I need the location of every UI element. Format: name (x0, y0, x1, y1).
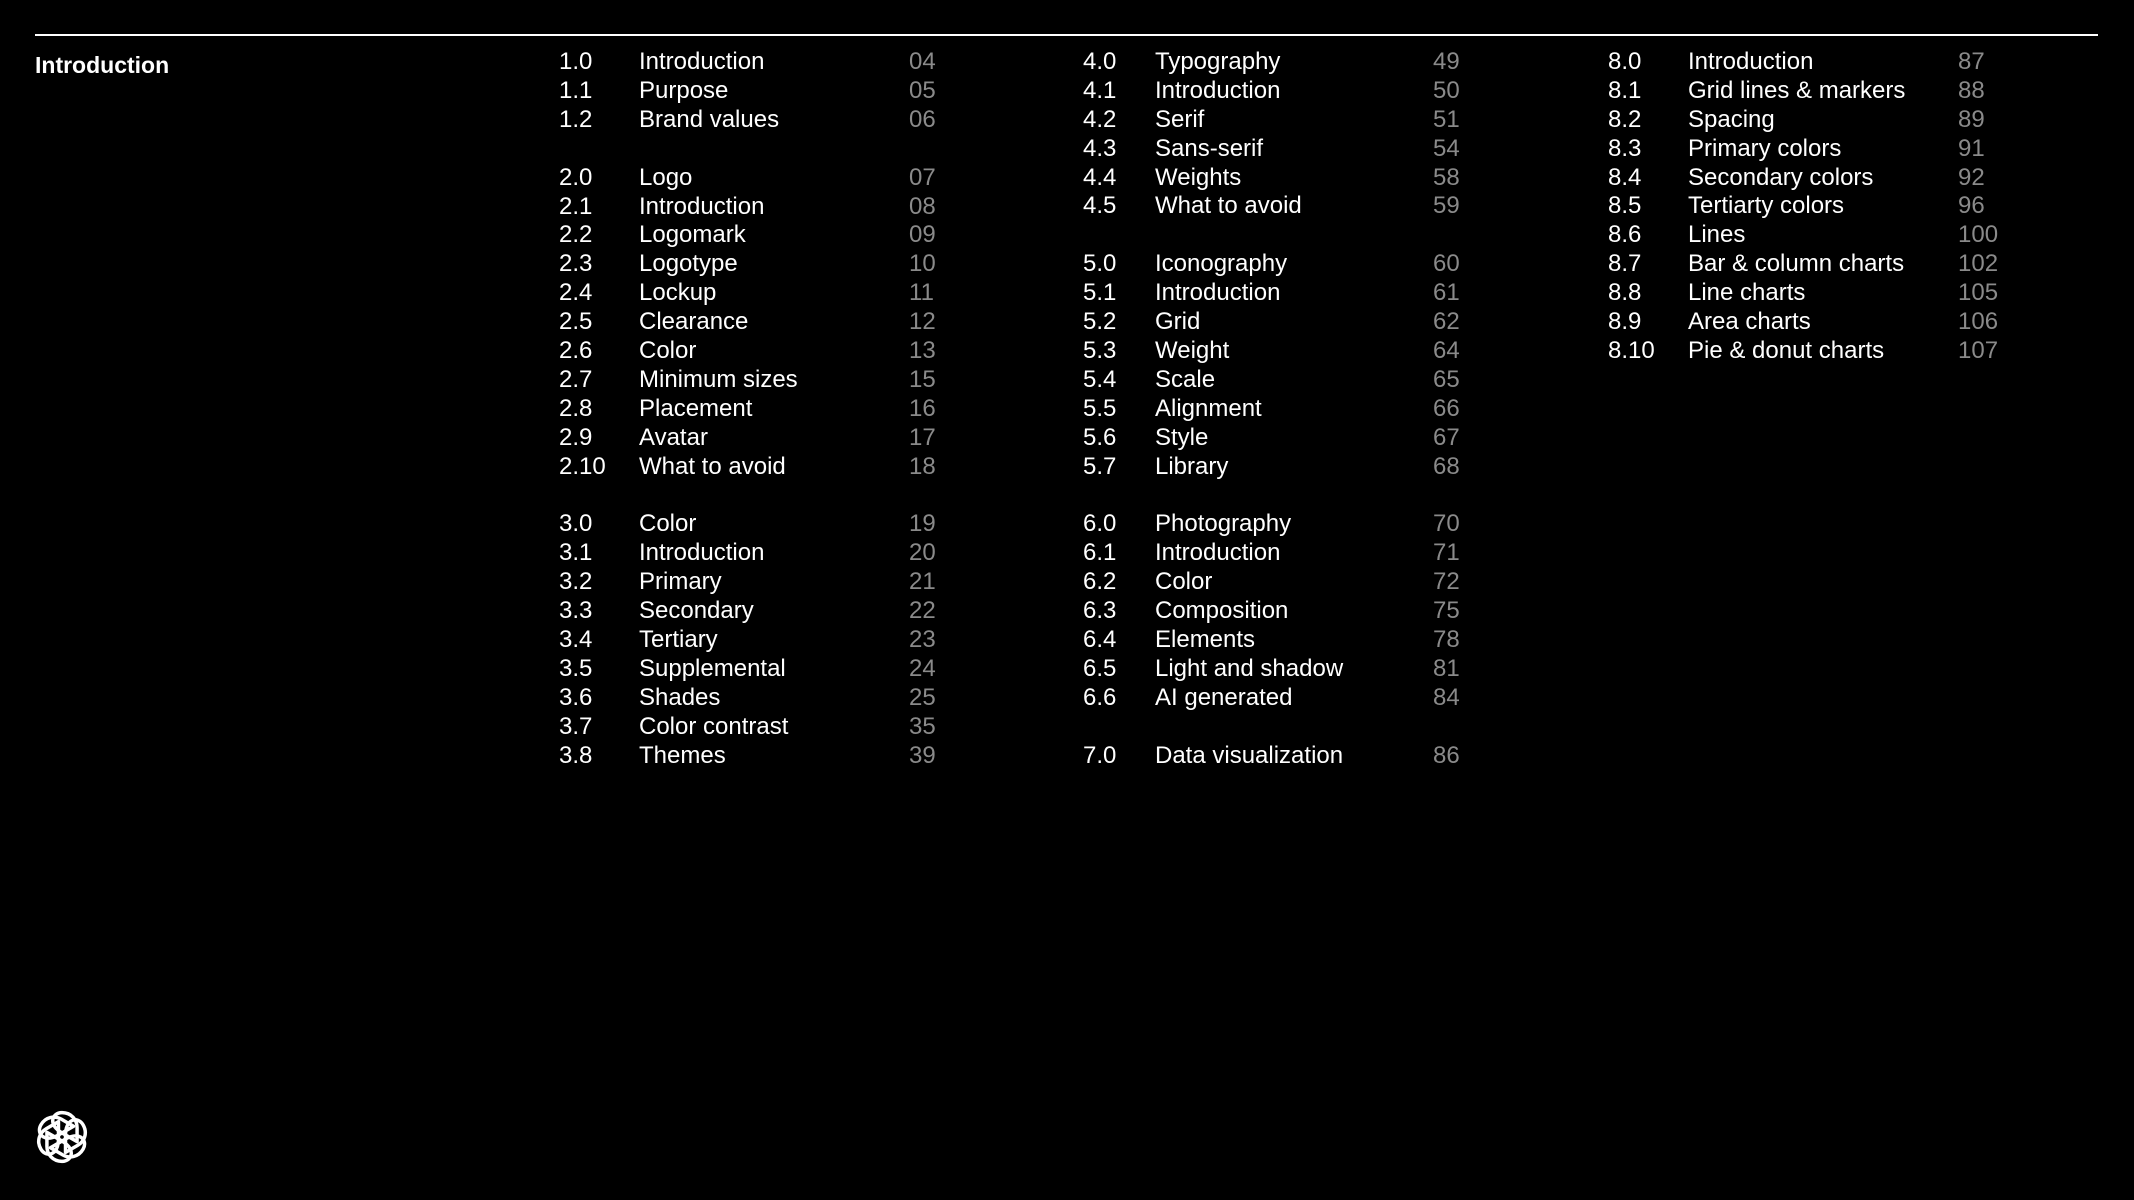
toc-entry-number: 3.6 (559, 683, 593, 711)
toc-entry-label: Logotype (639, 250, 738, 278)
toc-entry-number: 1.2 (559, 105, 593, 133)
toc-entry-page: 96 (1958, 192, 1985, 220)
toc-entry-label: Secondary colors (1688, 163, 1874, 191)
toc-entry-page: 92 (1958, 163, 1985, 191)
toc-entry[interactable] (1083, 77, 1483, 106)
toc-entry-page: 78 (1433, 626, 1460, 654)
toc-entry-number: 2.10 (559, 452, 606, 480)
toc-entry-number: 3.7 (559, 712, 593, 740)
toc-column-2 (1083, 48, 1483, 800)
toc-entry[interactable] (559, 308, 959, 337)
toc-entry-label: Secondary (639, 597, 754, 625)
toc-group (1083, 250, 1483, 481)
toc-entry-label: Tertiarty colors (1688, 192, 1845, 220)
toc-entry-page: 21 (909, 568, 936, 596)
toc-entry-page: 19 (909, 510, 936, 538)
toc-entry-number: 5.0 (1083, 250, 1117, 278)
toc-entry-page: 18 (909, 452, 936, 480)
toc-entry-page: 20 (909, 539, 936, 567)
toc-group (1083, 742, 1483, 771)
toc-entry-label: Minimum sizes (639, 365, 798, 393)
toc-entry-number: 8.3 (1608, 134, 1642, 162)
toc-entry-label: AI generated (1155, 683, 1293, 711)
toc-entry-label: Color (1155, 568, 1213, 596)
toc-entry[interactable] (559, 395, 959, 424)
toc-entry-label: Avatar (639, 423, 708, 451)
toc-entry-number: 5.4 (1083, 365, 1117, 393)
toc-entry-number: 3.2 (559, 568, 593, 596)
toc-group (1083, 510, 1483, 712)
toc-entry[interactable] (559, 453, 959, 482)
toc-entry-number: 2.5 (559, 308, 593, 336)
toc-entry-number: 2.3 (559, 250, 593, 278)
toc-entry-label: Lockup (639, 279, 717, 307)
toc-entry-page: 25 (909, 683, 936, 711)
toc-entry-label: Logo (639, 163, 693, 191)
toc-entry[interactable] (559, 279, 959, 308)
toc-entry-page: 04 (909, 48, 936, 75)
toc-entry[interactable] (559, 106, 959, 135)
toc-entry-number: 2.4 (559, 279, 593, 307)
toc-entry-page: 89 (1958, 105, 1985, 133)
toc-entry[interactable] (1608, 308, 2008, 337)
toc-entry-label: Composition (1155, 597, 1289, 625)
toc-entry-page: 84 (1433, 683, 1460, 711)
toc-entry-label: Clearance (639, 308, 749, 336)
toc-entry-label: Grid lines & markers (1688, 76, 1906, 104)
toc-entry-page: 65 (1433, 365, 1460, 393)
toc-entry-page: 10 (909, 250, 936, 278)
toc-entry-page: 67 (1433, 423, 1460, 451)
toc-entry-page: 58 (1433, 163, 1460, 191)
toc-entry[interactable] (559, 366, 959, 395)
toc-entry-page: 11 (909, 279, 934, 307)
toc-entry-page: 64 (1433, 337, 1460, 365)
toc-entry-label: Weights (1155, 163, 1242, 191)
toc-entry-label: Introduction (639, 48, 765, 75)
toc-entry-label: Color (639, 510, 697, 538)
toc-entry[interactable] (559, 77, 959, 106)
toc-entry-number: 8.10 (1608, 336, 1655, 364)
toc-entry[interactable] (1083, 539, 1483, 568)
toc-entry[interactable] (1083, 308, 1483, 337)
toc-entry-label: What to avoid (1155, 192, 1302, 220)
toc-entry[interactable] (1083, 48, 1483, 77)
toc-entry-page: 15 (909, 365, 936, 393)
toc-entry-number: 4.5 (1083, 192, 1117, 220)
toc-entry-label: Themes (639, 741, 726, 769)
toc-entry-number: 3.1 (559, 539, 593, 567)
toc-entry-number: 6.0 (1083, 510, 1117, 538)
toc-entry-page: 09 (909, 221, 936, 249)
toc-entry-page: 12 (909, 308, 936, 336)
toc-entry[interactable] (559, 510, 959, 539)
toc-entry[interactable] (1608, 250, 2008, 279)
toc-entry-page: 72 (1433, 568, 1460, 596)
toc-entry-number: 2.6 (559, 337, 593, 365)
toc-entry-page: 86 (1433, 741, 1460, 769)
toc-entry-number: 8.5 (1608, 192, 1642, 220)
toc-entry-label: Line charts (1688, 279, 1806, 307)
toc-group (1608, 48, 2008, 366)
toc-entry-label: Introduction (1688, 48, 1814, 75)
toc-entry[interactable] (559, 164, 959, 193)
toc-entry-page: 60 (1433, 250, 1460, 278)
toc-entry-page: 59 (1433, 192, 1460, 220)
toc-entry[interactable] (1608, 337, 2008, 366)
toc-entry-page: 105 (1958, 279, 1999, 307)
toc-entry-number: 3.5 (559, 654, 593, 682)
toc-entry-label: Style (1155, 423, 1209, 451)
toc-entry-page: 66 (1433, 394, 1460, 422)
toc-entry-number: 5.1 (1083, 279, 1117, 307)
toc-column-3 (1608, 48, 2008, 395)
toc-entry-number: 4.2 (1083, 105, 1117, 133)
toc-entry[interactable] (1608, 77, 2008, 106)
toc-entry-number: 8.1 (1608, 76, 1642, 104)
toc-entry-label: Introduction (1155, 76, 1281, 104)
toc-entry[interactable] (1608, 48, 2008, 77)
toc-entry[interactable] (1083, 337, 1483, 366)
toc-entry-label: Brand values (639, 105, 780, 133)
toc-entry-label: Photography (1155, 510, 1292, 538)
toc-entry-label: Primary (639, 568, 722, 596)
toc-entry-label: Light and shadow (1155, 654, 1344, 682)
toc-entry-number: 8.7 (1608, 250, 1642, 278)
toc-entry-number: 2.2 (559, 221, 593, 249)
toc-entry[interactable] (559, 250, 959, 279)
toc-entry-number: 6.3 (1083, 597, 1117, 625)
toc-entry-page: 39 (909, 741, 936, 769)
toc-entry[interactable] (559, 48, 959, 77)
toc-entry-page: 68 (1433, 452, 1460, 480)
toc-entry-label: Bar & column charts (1688, 250, 1905, 278)
toc-entry-label: Elements (1155, 626, 1256, 654)
toc-entry-page: 71 (1433, 539, 1460, 567)
toc-entry-page: 81 (1433, 654, 1460, 682)
toc-entry[interactable] (1083, 684, 1483, 713)
top-divider (35, 34, 2098, 36)
toc-entry-number: 7.0 (1083, 741, 1117, 769)
toc-entry-page: 24 (909, 654, 936, 682)
toc-entry-page: 62 (1433, 308, 1460, 336)
toc-entry-page: 16 (909, 394, 936, 422)
toc-entry-label: What to avoid (639, 452, 786, 480)
toc-entry-label: Grid (1155, 308, 1201, 336)
toc-entry-label: Introduction (1155, 539, 1281, 567)
toc-entry-number: 1.0 (559, 48, 593, 75)
toc-entry-label: Data visualization (1155, 741, 1344, 769)
toc-entry-label: Pie & donut charts (1688, 336, 1885, 364)
toc-entry-number: 8.6 (1608, 221, 1642, 249)
toc-entry-number: 3.3 (559, 597, 593, 625)
toc-entry[interactable] (559, 655, 959, 684)
toc-entry-number: 8.9 (1608, 308, 1642, 336)
toc-entry[interactable] (1083, 453, 1483, 482)
toc-entry[interactable] (1083, 597, 1483, 626)
toc-entry-page: 88 (1958, 76, 1985, 104)
toc-entry[interactable] (559, 742, 959, 771)
toc-entry[interactable] (559, 221, 959, 250)
toc-entry-label: Sans-serif (1155, 134, 1264, 162)
toc-entry-page: 106 (1958, 308, 1999, 336)
toc-entry-page: 107 (1958, 336, 1999, 364)
toc-entry-page: 13 (909, 337, 936, 365)
toc-entry-label: Spacing (1688, 105, 1775, 133)
toc-entry-number: 5.6 (1083, 423, 1117, 451)
toc-entry-number: 6.6 (1083, 683, 1117, 711)
toc-entry-page: 87 (1958, 48, 1985, 75)
toc-entry-number: 3.4 (559, 626, 593, 654)
toc-entry-label: Scale (1155, 365, 1216, 393)
toc-entry-label: Weight (1155, 337, 1230, 365)
toc-entry-page: 75 (1433, 597, 1460, 625)
toc-entry-label: Primary colors (1688, 134, 1842, 162)
toc-entry-page: 17 (909, 423, 936, 451)
toc-entry-page: 22 (909, 597, 936, 625)
toc-entry[interactable] (1608, 279, 2008, 308)
toc-entry[interactable] (1083, 279, 1483, 308)
toc-entry-number: 2.8 (559, 394, 593, 422)
toc-entry[interactable] (1083, 395, 1483, 424)
toc-entry-page: 50 (1433, 76, 1460, 104)
toc-entry[interactable] (559, 193, 959, 222)
toc-entry-number: 6.4 (1083, 626, 1117, 654)
toc-group (559, 164, 959, 482)
toc-entry-page: 61 (1433, 279, 1460, 307)
toc-entry-page: 91 (1958, 134, 1985, 162)
toc-entry-page: 102 (1958, 250, 1999, 278)
toc-entry-number: 5.7 (1083, 452, 1117, 480)
toc-entry-label: Shades (639, 683, 721, 711)
toc-entry[interactable] (1083, 626, 1483, 655)
toc-entry-label: Serif (1155, 105, 1205, 133)
toc-entry-number: 2.7 (559, 365, 593, 393)
toc-entry-page: 05 (909, 76, 936, 104)
toc-entry[interactable] (1083, 366, 1483, 395)
toc-entry[interactable] (1083, 192, 1483, 221)
toc-entry-label: Introduction (639, 539, 765, 567)
toc-entry-number: 6.5 (1083, 654, 1117, 682)
toc-entry-number: 4.0 (1083, 48, 1117, 75)
toc-entry-number: 1.1 (559, 76, 593, 104)
toc-entry[interactable] (559, 568, 959, 597)
toc-entry-page: 51 (1433, 105, 1460, 133)
toc-entry-number: 5.5 (1083, 394, 1117, 422)
toc-entry-label: Purpose (639, 76, 729, 104)
section-title: Introduction (35, 52, 170, 78)
toc-entry-number: 4.1 (1083, 76, 1117, 104)
toc-group (1083, 48, 1483, 221)
toc-entry[interactable] (1608, 164, 2008, 193)
toc-entry-label: Introduction (639, 192, 765, 220)
toc-entry[interactable] (1083, 424, 1483, 453)
toc-entry-number: 8.0 (1608, 48, 1642, 75)
toc-entry-number: 4.3 (1083, 134, 1117, 162)
toc-entry[interactable] (1083, 164, 1483, 193)
toc-entry-page: 54 (1433, 134, 1460, 162)
toc-entry-label: Lines (1688, 221, 1746, 249)
toc-entry[interactable] (559, 337, 959, 366)
toc-entry[interactable] (559, 597, 959, 626)
toc-entry-number: 4.4 (1083, 163, 1117, 191)
toc-entry-label: Introduction (1155, 279, 1281, 307)
toc-entry-number: 8.2 (1608, 105, 1642, 133)
toc-entry-label: Color (639, 337, 697, 365)
toc-entry-label: Alignment (1155, 394, 1262, 422)
toc-entry-number: 2.9 (559, 423, 593, 451)
toc-entry-number: 3.8 (559, 741, 593, 769)
toc-entry[interactable] (1608, 135, 2008, 164)
toc-entry-page: 100 (1958, 221, 1999, 249)
toc-group (559, 48, 959, 135)
toc-entry[interactable] (1608, 221, 2008, 250)
toc-entry-number: 8.4 (1608, 163, 1642, 191)
toc-entry-page: 23 (909, 626, 936, 654)
toc-entry-label: Supplemental (639, 654, 786, 682)
toc-entry[interactable] (1608, 106, 2008, 135)
toc-entry-label: Tertiary (639, 626, 718, 654)
toc-entry[interactable] (559, 626, 959, 655)
toc-entry-number: 5.2 (1083, 308, 1117, 336)
toc-entry[interactable] (1083, 135, 1483, 164)
toc-entry-number: 5.3 (1083, 337, 1117, 365)
toc-entry-number: 2.0 (559, 163, 593, 191)
toc-entry-label: Logomark (639, 221, 746, 249)
toc-entry-number: 6.1 (1083, 539, 1117, 567)
toc-entry-label: Library (1155, 452, 1229, 480)
toc-column-1 (559, 48, 959, 799)
toc-entry[interactable] (559, 539, 959, 568)
toc-entry[interactable] (1083, 742, 1483, 771)
toc-entry-page: 35 (909, 712, 936, 740)
toc-entry-label: Placement (639, 394, 753, 422)
toc-entry[interactable] (559, 424, 959, 453)
toc-entry-label: Area charts (1688, 308, 1811, 336)
openai-blossom-icon (33, 1108, 91, 1166)
toc-entry[interactable] (1083, 655, 1483, 684)
toc-entry[interactable] (1083, 568, 1483, 597)
toc-entry-page: 07 (909, 163, 936, 191)
toc-entry-label: Typography (1155, 48, 1281, 75)
toc-entry[interactable] (1083, 250, 1483, 279)
toc-entry-label: Color contrast (639, 712, 789, 740)
toc-entry-number: 3.0 (559, 510, 593, 538)
toc-entry-page: 49 (1433, 48, 1460, 75)
toc-entry-page: 06 (909, 105, 936, 133)
toc-entry-number: 8.8 (1608, 279, 1642, 307)
toc-entry[interactable] (1083, 106, 1483, 135)
toc-entry[interactable] (559, 684, 959, 713)
toc-entry-page: 70 (1433, 510, 1460, 538)
toc-entry-number: 2.1 (559, 192, 593, 220)
toc-entry-page: 08 (909, 192, 936, 220)
toc-entry-number: 6.2 (1083, 568, 1117, 596)
toc-entry[interactable] (1608, 192, 2008, 221)
toc-group (559, 510, 959, 770)
toc-entry[interactable] (559, 713, 959, 742)
toc-entry[interactable] (1083, 510, 1483, 539)
toc-entry-label: Iconography (1155, 250, 1288, 278)
